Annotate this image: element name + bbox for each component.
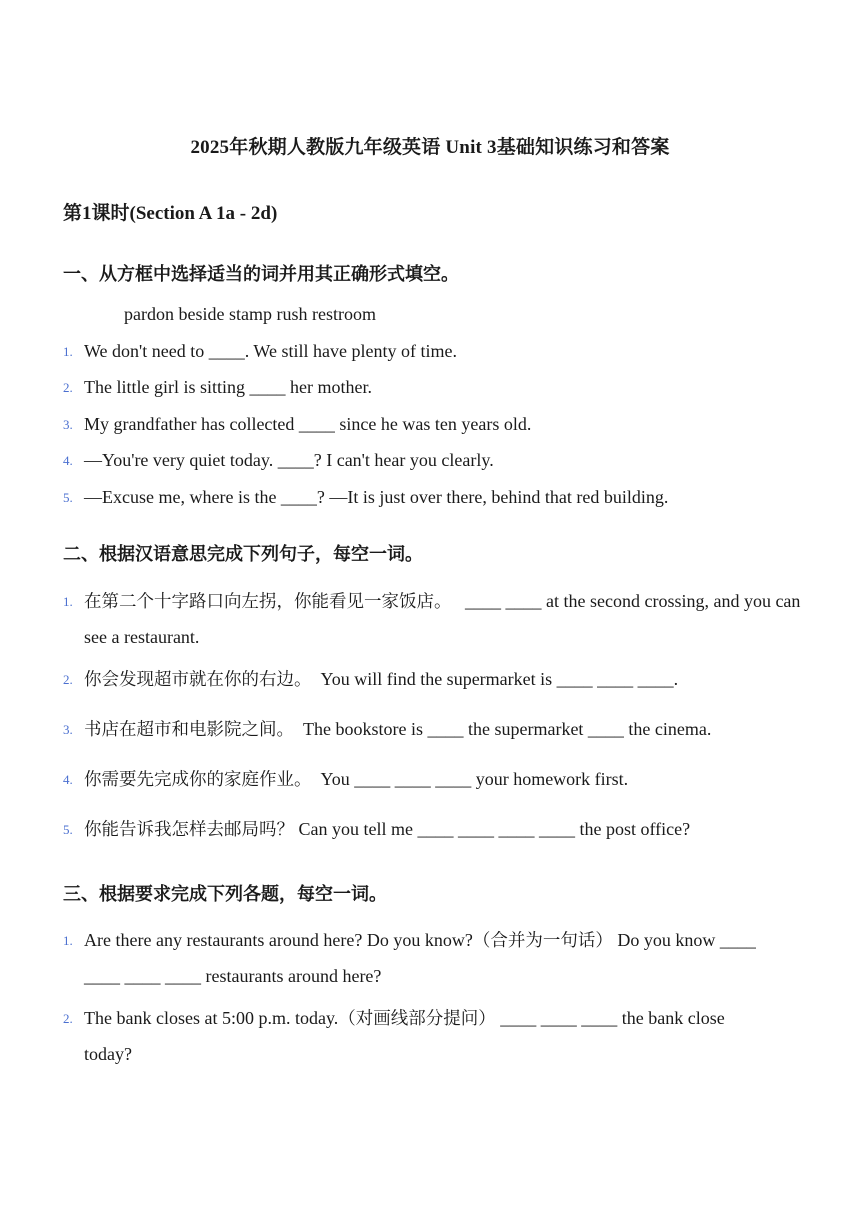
chinese-prompt: 书店在超市和电影院之间。 [84,720,294,740]
question-number: 1. [63,594,73,609]
question-text: We don't need to ____. We still have plenty of time. [84,341,457,361]
question-text: My grandfather has collected ____ since he was ten years old. [84,414,532,434]
lesson-title: 第1课时(Section A 1a - 2d) [63,203,278,224]
english-sentence: ____ ____ at the second crossing, and you can see a restaurant. [84,591,801,647]
section1-question [63,407,803,442]
section2-question [63,662,803,698]
section3-question [63,923,763,994]
question-number: 5. [63,490,73,505]
chinese-prompt: 你会发现超市就在你的右边。 [84,670,312,690]
section3-heading: 三、根据要求完成下列各题，每空一词。 [63,884,387,905]
chinese-instruction: （对画线部分提问） [338,1009,496,1029]
chinese-prompt: 你能告诉我怎样去邮局吗？ [84,820,294,840]
question-number: 4. [63,453,73,468]
english-answer-line: ____ ____ ____ the bank close today? [84,1008,725,1064]
question-text: The little girl is sitting ____ her mother. [84,377,372,397]
question-number: 3. [63,722,73,737]
question-text: —Excuse me, where is the ____? —It is just over there, behind that red building. [84,487,669,507]
chinese-prompt: 你需要先完成你的家庭作业。 [84,770,312,790]
section2-question [63,712,803,748]
chinese-prompt: 在第二个十字路口向左拐，你能看见一家饭店。 [84,592,452,612]
question-number: 2. [63,1011,73,1026]
section1-question [63,370,803,405]
section1-heading: 一、从方框中选择适当的词并用其正确形式填空。 [63,264,459,285]
english-sentence: Are there any restaurants around here? Do you know? [84,930,473,950]
section2-question [63,584,803,655]
section3-question [63,1001,775,1072]
section1-question [63,480,803,515]
question-number: 1. [63,933,73,948]
question-number: 5. [63,822,73,837]
english-sentence: You ____ ____ ____ your homework first. [320,769,629,789]
question-number: 2. [63,380,73,395]
question-number: 3. [63,417,73,432]
document-title: 2025年秋期人教版九年级英语 Unit 3基础知识练习和答案 [190,137,670,158]
section2-heading: 二、根据汉语意思完成下列句子，每空一词。 [63,544,423,565]
section2-question [63,812,803,848]
chinese-instruction: （合并为一句话） [472,931,613,951]
english-sentence: The bank closes at 5:00 p.m. today. [84,1008,339,1028]
question-number: 2. [63,672,73,687]
english-answer-line: Do you know ____ ____ ____ ____ restaurants around here? [84,930,756,986]
english-sentence: The bookstore is ____ the supermarket ____ the cinema. [303,719,712,739]
section2-question [63,762,803,798]
question-number: 4. [63,772,73,787]
section1-question [63,334,803,369]
english-sentence: Can you tell me ____ ____ ____ ____ the post office? [298,819,691,839]
english-sentence: You will find the supermarket is ____ ____ ____. [320,669,679,689]
question-number: 1. [63,344,73,359]
question-text: —You're very quiet today. ____? I can't hear you clearly. [84,450,494,470]
section1-question [63,443,803,478]
word-bank: pardon beside stamp rush restroom [124,304,376,324]
